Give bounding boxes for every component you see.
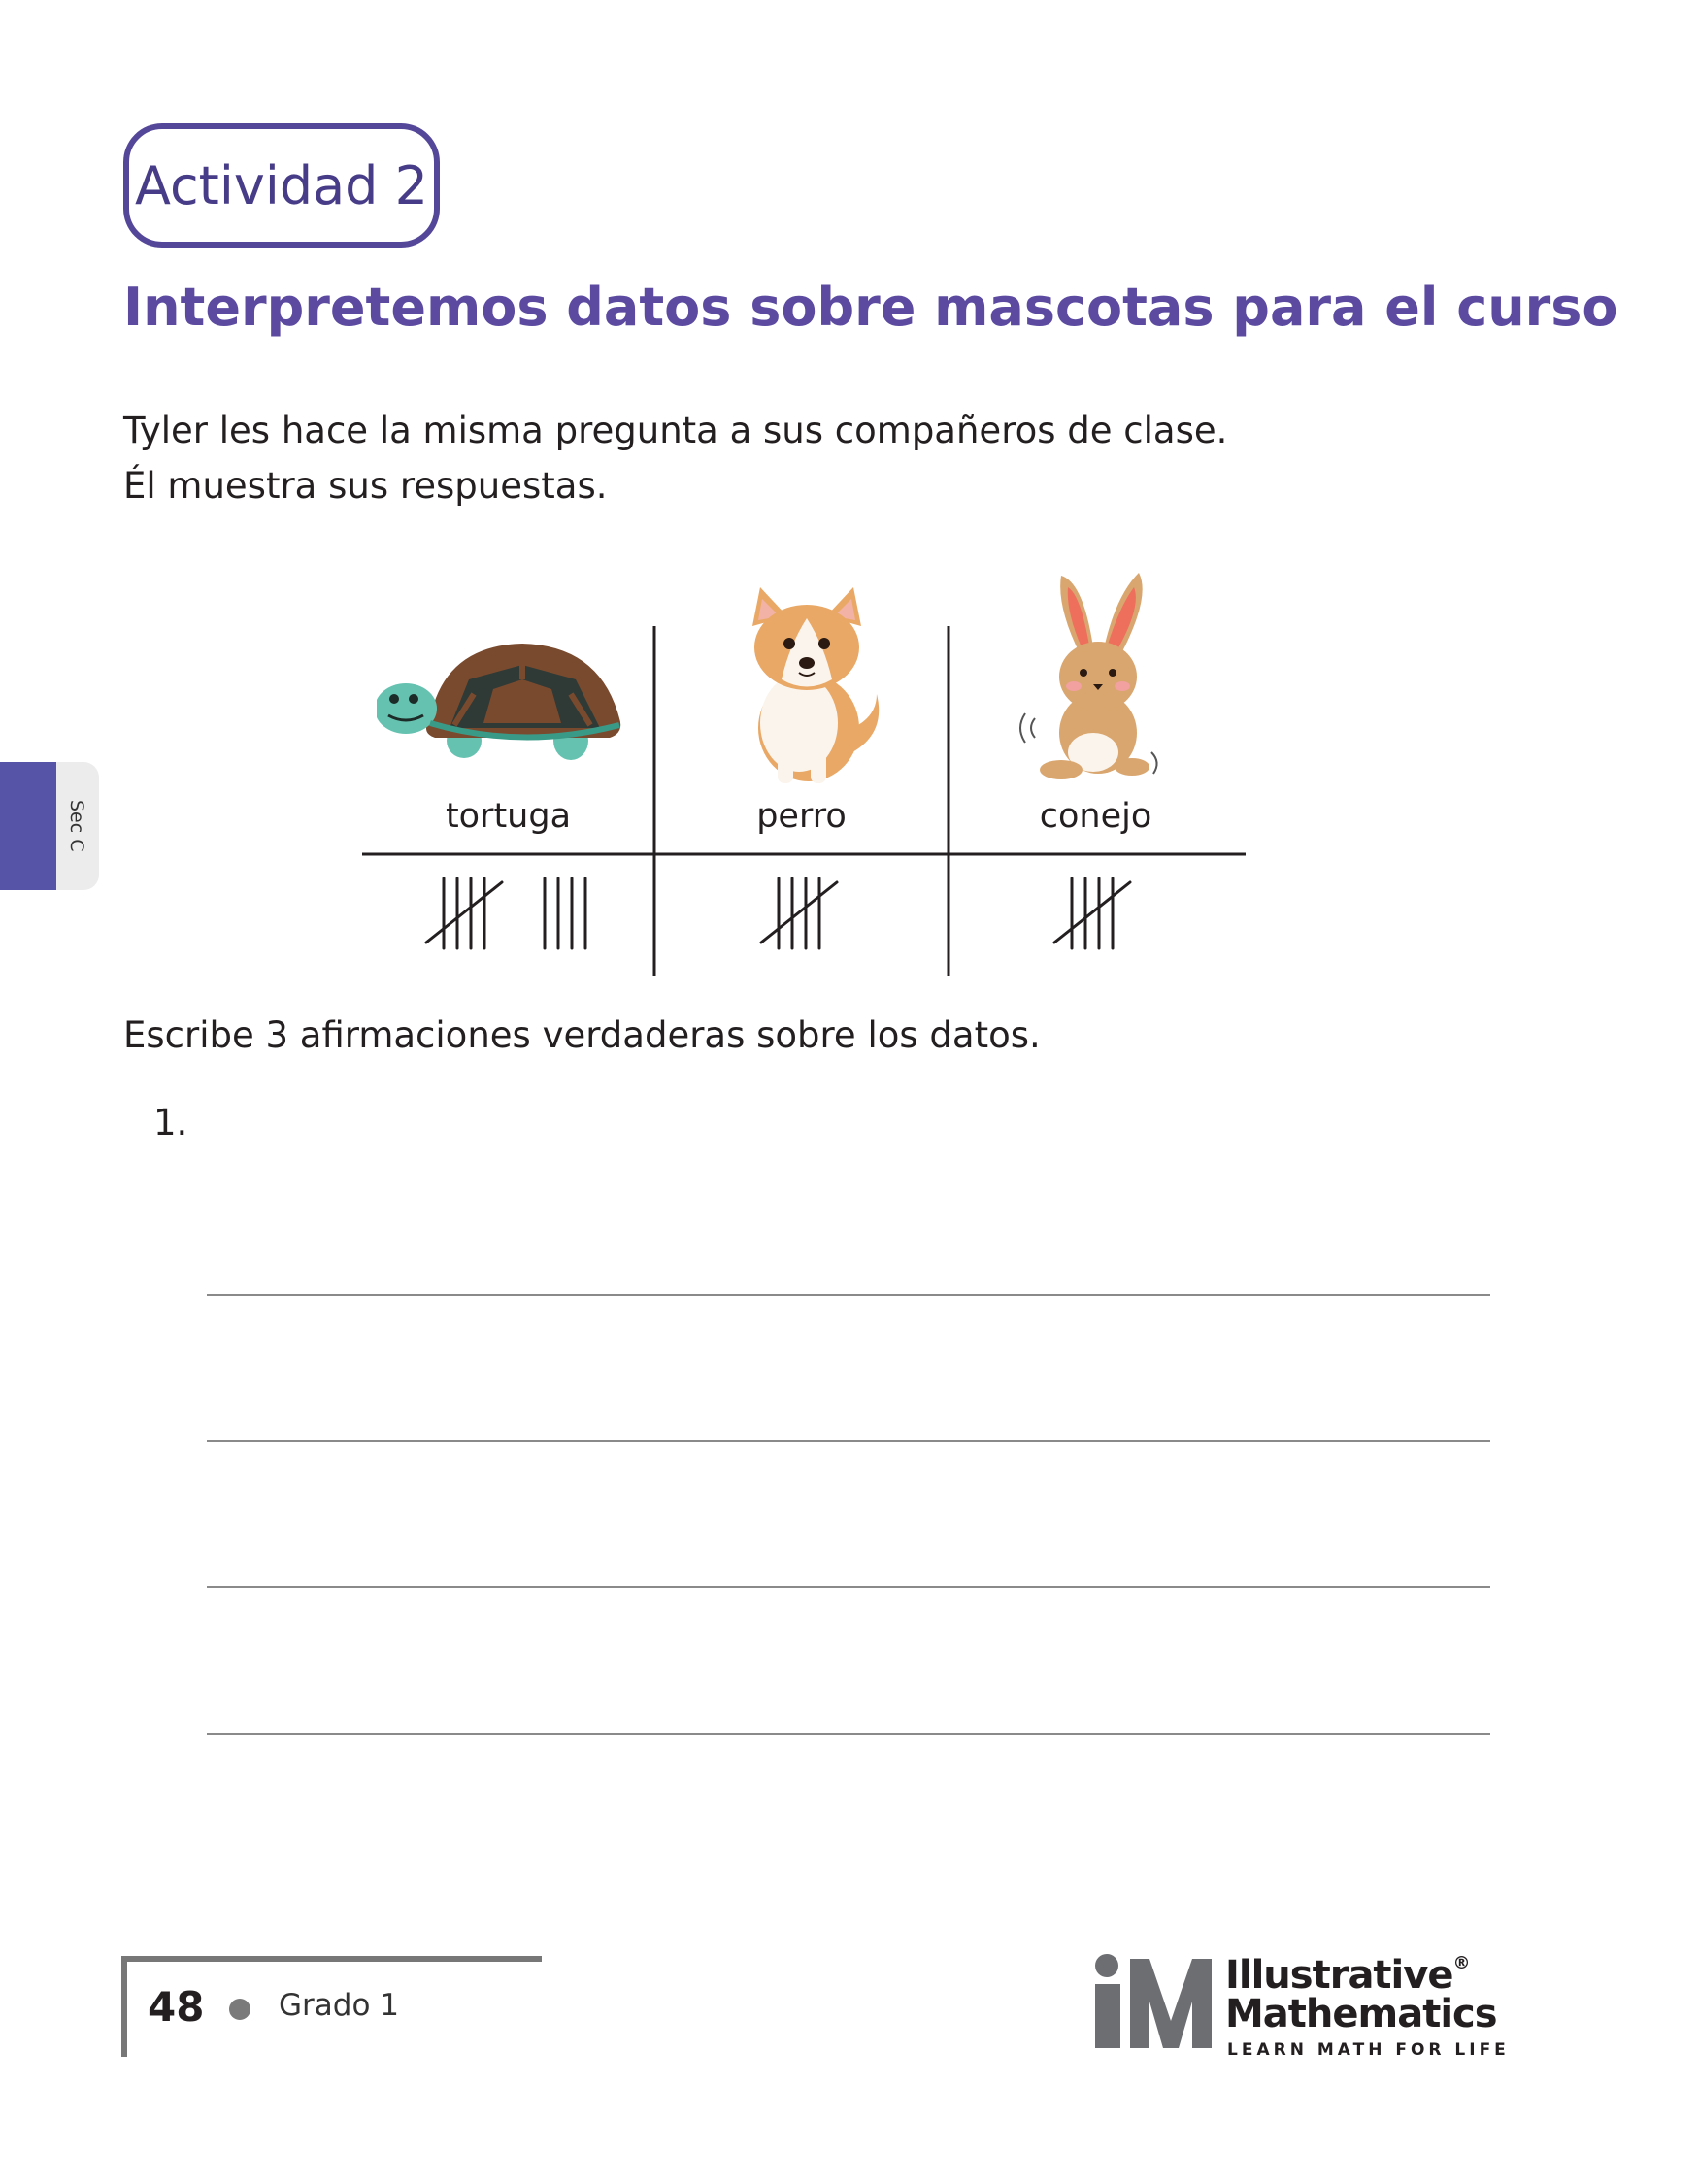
category-label-perro: perro <box>756 797 847 836</box>
answer-line-2[interactable] <box>207 1440 1490 1442</box>
page-number: 48 <box>148 1983 205 2031</box>
logo-tagline: LEARN MATH FOR LIFE <box>1227 2040 1510 2060</box>
logo-word-illustrative: Illustrative® <box>1225 1953 1470 1998</box>
prompt-text: Escribe 3 afirmaciones verdaderas sobre los datos. <box>123 1014 1041 1056</box>
tally-table <box>362 568 1246 980</box>
tally-cross-mark <box>426 882 502 943</box>
logo-word-mathematics: Mathematics <box>1225 1992 1497 2036</box>
answer-line-3[interactable] <box>207 1586 1490 1588</box>
intro-line-2: Él muestra sus respuestas. <box>123 465 608 507</box>
answer-line-4[interactable] <box>207 1733 1490 1735</box>
footer-dot <box>229 1999 250 2020</box>
page-title: Interpretemos datos sobre mascotas para el curso <box>123 277 1618 338</box>
intro-line-1: Tyler les hace la misma pregunta a sus compañeros de clase. <box>123 410 1228 451</box>
answer-line-1[interactable] <box>207 1294 1490 1296</box>
tally-marks-layer <box>362 859 1246 980</box>
section-tab-bar <box>0 762 56 890</box>
item-number: 1. <box>153 1102 188 1143</box>
activity-badge-label: Actividad 2 <box>135 154 428 216</box>
im-logo <box>1091 1953 1510 2060</box>
category-label-tortuga: tortuga <box>445 797 572 836</box>
tally-cross-mark <box>1054 882 1130 943</box>
section-tab-label: Sec C <box>66 800 87 852</box>
grade-label: Grado 1 <box>279 1988 399 2023</box>
turtle-icon <box>377 636 631 772</box>
dog-icon <box>731 587 886 786</box>
section-tab <box>0 762 99 890</box>
im-logo-mark <box>1091 1953 1213 2050</box>
activity-badge <box>123 123 440 248</box>
rabbit-icon <box>1008 568 1168 786</box>
tally-cross-mark <box>761 882 837 943</box>
intro-text <box>123 403 1227 513</box>
category-label-conejo: conejo <box>1039 797 1152 836</box>
